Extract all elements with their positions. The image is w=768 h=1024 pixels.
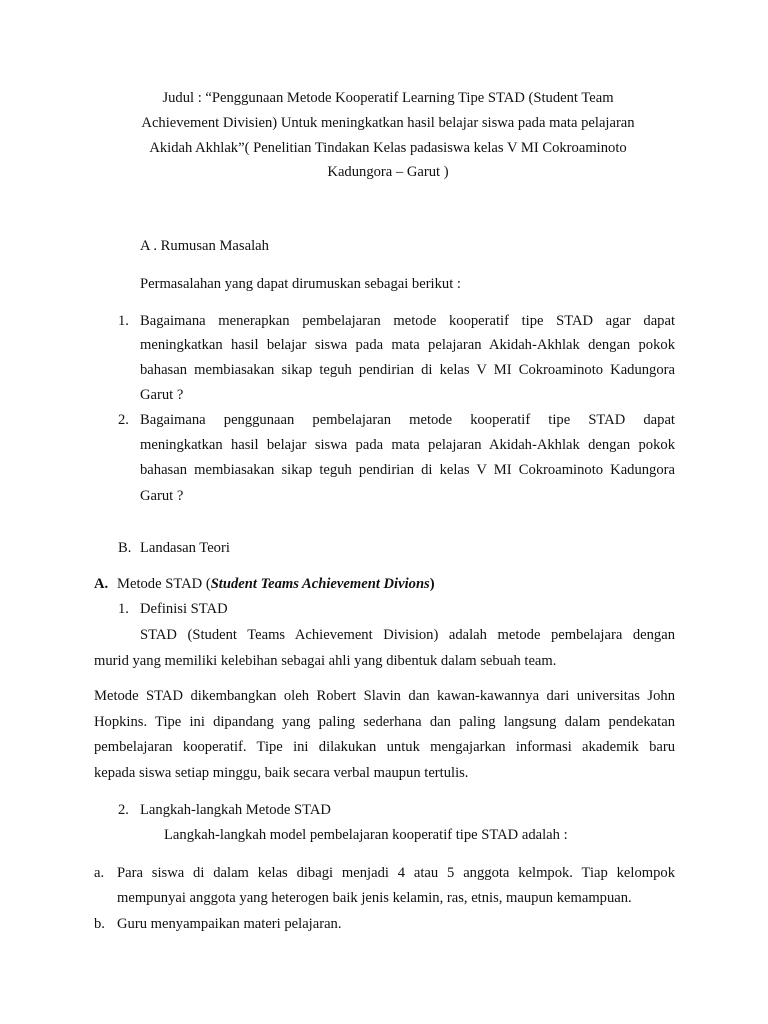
langkah-heading: Langkah-langkah Metode STAD xyxy=(140,802,331,818)
definisi-para2-line-3: pembelajaran kooperatif. Tipe ini dilakukan untuk mengajarkan informasi akademik baru xyxy=(94,739,675,755)
metode-heading-close: ) xyxy=(429,576,435,592)
definisi-para1-line-2: murid yang memiliki kelebihan sebagai ahli yang dibentuk dalam sebuah team. xyxy=(94,653,557,669)
definisi-para2-line-2: Hopkins. Tipe ini dipandang yang paling sederhana dan paling langsung dalam pendekatan xyxy=(94,714,675,730)
rumusan-item-2-line-3: bahasan membiasakan sikap teguh pendirian di kelas V MI Cokroaminoto Kadungora xyxy=(140,462,675,478)
rumusan-item-2-line-1: Bagaimana penggunaan pembelajaran metode kooperatif tipe STAD dapat xyxy=(140,412,675,428)
title-line-1: Judul : “Penggunaan Metode Kooperatif Learning Tipe STAD (Student Team xyxy=(162,90,614,106)
rumusan-item-1-number: 1. xyxy=(118,313,129,329)
metode-heading-italic: Student Teams Achievement Divions xyxy=(210,576,430,592)
rumusan-heading: A . Rumusan Masalah xyxy=(140,238,269,254)
title-line-4: Kadungora – Garut ) xyxy=(327,164,449,180)
rumusan-item-1-line-1: Bagaimana menerapkan pembelajaran metode kooperatif tipe STAD agar dapat xyxy=(140,313,675,329)
langkah-item-a-line-1: Para siswa di dalam kelas dibagi menjadi 4 atau 5 anggota kelmpok. Tiap kelompok xyxy=(117,865,675,881)
landasan-heading: Landasan Teori xyxy=(140,540,230,556)
langkah-number: 2. xyxy=(118,802,129,818)
langkah-item-b-line-1: Guru menyampaikan materi pelajaran. xyxy=(117,916,342,932)
metode-heading-label: Metode STAD ( xyxy=(117,576,211,592)
langkah-item-a-line-2: mempunyai anggota yang heterogen baik jenis kelamin, ras, etnis, maupun kemampuan. xyxy=(117,890,632,906)
definisi-para2-line-1: Metode STAD dikembangkan oleh Robert Slavin dan kawan-kawannya dari universitas John xyxy=(94,688,675,704)
rumusan-item-2-line-2: meningkatkan hasil belajar siswa pada mata pelajaran Akidah-Akhlak dengan pokok xyxy=(140,437,675,453)
rumusan-item-2-number: 2. xyxy=(118,412,129,428)
definisi-number: 1. xyxy=(118,601,129,617)
rumusan-item-1-line-4: Garut ? xyxy=(140,387,184,403)
definisi-para2-line-4: kepada siswa setiap minggu, baik secara verbal maupun tertulis. xyxy=(94,765,469,781)
metode-marker: A. xyxy=(94,576,109,592)
langkah-item-b-marker: b. xyxy=(94,916,105,932)
rumusan-intro: Permasalahan yang dapat dirumuskan sebagai berikut : xyxy=(140,276,461,292)
rumusan-item-1-line-3: bahasan membiasakan sikap teguh pendirian di kelas V MI Cokroaminoto Kadungora xyxy=(140,362,675,378)
definisi-para1-line-1: STAD (Student Teams Achievement Division) adalah metode pembelajara dengan xyxy=(140,627,675,643)
title-line-2: Achievement Divisien) Untuk meningkatkan hasil belajar siswa pada mata pelajaran xyxy=(141,115,635,131)
metode-heading xyxy=(117,574,435,594)
landasan-marker: B. xyxy=(118,540,132,556)
langkah-item-a-marker: a. xyxy=(94,865,105,881)
definisi-heading: Definisi STAD xyxy=(140,601,228,617)
title-line-3: Akidah Akhlak”( Penelitian Tindakan Kelas padasiswa kelas V MI Cokroaminoto xyxy=(149,140,627,156)
langkah-intro: Langkah-langkah model pembelajaran kooperatif tipe STAD adalah : xyxy=(164,827,568,843)
rumusan-item-1-line-2: meningkatkan hasil belajar siswa pada mata pelajaran Akidah-Akhlak dengan pokok xyxy=(140,337,675,353)
rumusan-item-2-line-4: Garut ? xyxy=(140,488,184,504)
